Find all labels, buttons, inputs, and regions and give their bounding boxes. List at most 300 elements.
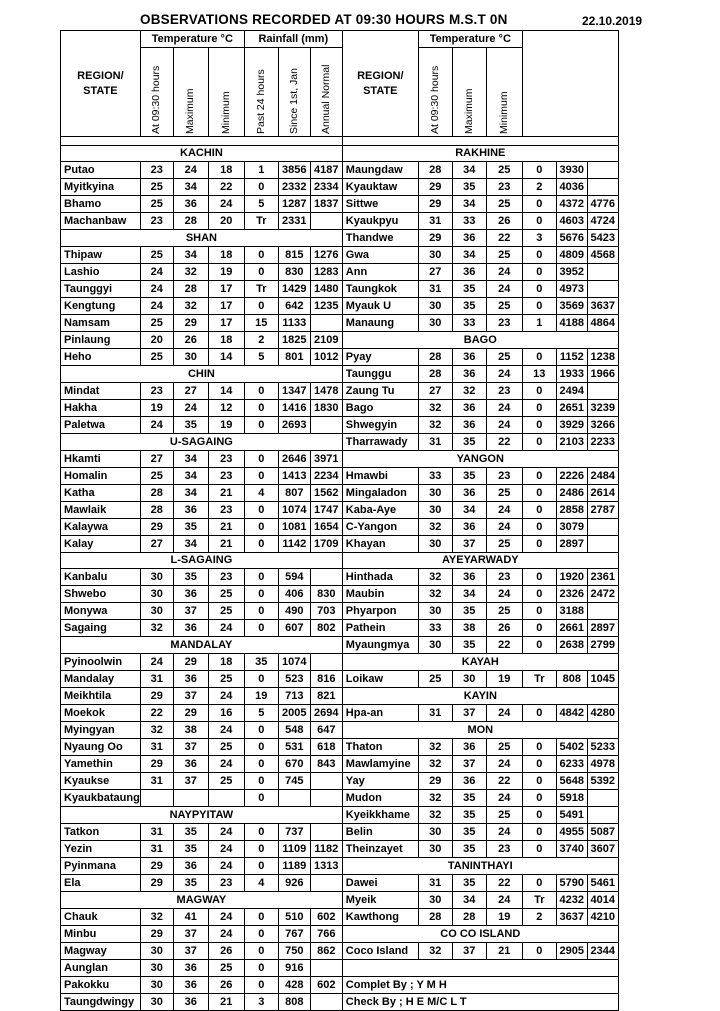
maximum-cell-left: 38 <box>173 722 208 739</box>
since-jan-cell-left: 1074 <box>278 502 310 519</box>
minimum-cell-right: 26 <box>486 213 522 230</box>
since-jan-cell-left: 916 <box>278 960 310 977</box>
at-0930-cell-left: 22 <box>140 705 173 722</box>
since-jan-cell-right: 5402 <box>556 739 587 756</box>
minimum-cell-left: 19 <box>208 417 244 434</box>
at-0930-cell-left: 25 <box>140 349 173 366</box>
table-row <box>61 875 619 892</box>
annual-normal-cell-left: 1709 <box>310 536 342 553</box>
station-name-cell-right: Myauk U <box>342 298 418 315</box>
annual-normal-cell-left: 816 <box>310 671 342 688</box>
maximum-cell-left: 30 <box>173 349 208 366</box>
maximum-cell-right: 34 <box>452 247 486 264</box>
table-row <box>61 790 619 807</box>
since-jan-cell-right: 4603 <box>556 213 587 230</box>
region-group-header-right: YANGON <box>342 451 618 468</box>
past-24h-cell-left: 19 <box>244 688 278 705</box>
since-jan-cell-right: 1152 <box>556 349 587 366</box>
annual-normal-cell-left: 1276 <box>310 247 342 264</box>
station-name-cell-left: Meikhtila <box>61 688 141 705</box>
maximum-cell-right: 35 <box>452 298 486 315</box>
table-row <box>61 926 619 943</box>
at-0930-cell-left: 24 <box>140 281 173 298</box>
past-24h-cell-left: 15 <box>244 315 278 332</box>
annual-normal-cell-left: 821 <box>310 688 342 705</box>
past-24h-cell-right: Tr <box>522 671 556 688</box>
since-jan-cell-right: 3740 <box>556 841 587 858</box>
region-group-header-right: CO CO ISLAND <box>342 926 618 943</box>
minimum-cell-left: 26 <box>208 977 244 994</box>
maximum-cell-right: 36 <box>452 773 486 790</box>
station-name-cell-right: Thandwe <box>342 230 418 247</box>
past-24h-cell-left: 5 <box>244 705 278 722</box>
since-jan-cell-left: 737 <box>278 824 310 841</box>
at-0930-cell-right: 30 <box>418 485 452 502</box>
station-name-cell-right: Gwa <box>342 247 418 264</box>
past-24h-cell-right: 0 <box>522 247 556 264</box>
col-header-maximum-left: Maximum <box>173 48 208 137</box>
since-jan-cell-left: 1347 <box>278 383 310 400</box>
past-24h-cell-left: 0 <box>244 841 278 858</box>
minimum-cell-right: 25 <box>486 162 522 179</box>
temperature-header-left: Temperature °C <box>140 31 244 48</box>
station-name-cell-left: Monywa <box>61 603 141 620</box>
since-jan-cell-right: 2858 <box>556 502 587 519</box>
past-24h-cell-right: 0 <box>522 841 556 858</box>
annual-normal-cell-right: 3607 <box>587 841 618 858</box>
annual-normal-cell-right: 4978 <box>587 756 618 773</box>
rainfall-header-right <box>522 31 618 137</box>
station-name-cell-right: Shwegyin <box>342 417 418 434</box>
region-group-header-left: U-SAGAING <box>61 434 343 451</box>
station-name-cell-left: Minbu <box>61 926 141 943</box>
station-name-cell-right: Maubin <box>342 586 418 603</box>
minimum-cell-right: 24 <box>486 417 522 434</box>
maximum-cell-left: 37 <box>173 603 208 620</box>
at-0930-cell-left: 30 <box>140 586 173 603</box>
maximum-cell-right: 35 <box>452 179 486 196</box>
past-24h-cell-right: 0 <box>522 400 556 417</box>
table-row <box>61 892 619 909</box>
annual-normal-cell-left <box>310 994 342 1011</box>
since-jan-cell-right: 4955 <box>556 824 587 841</box>
table-row <box>61 705 619 722</box>
station-name-cell-right: Myaungmya <box>342 637 418 654</box>
past-24h-cell-right: 0 <box>522 298 556 315</box>
since-jan-cell-left: 2693 <box>278 417 310 434</box>
at-0930-cell-right: 32 <box>418 400 452 417</box>
station-name-cell-right: Hinthada <box>342 569 418 586</box>
minimum-cell-left: 24 <box>208 858 244 875</box>
table-row <box>61 349 619 366</box>
station-name-cell-right: Kyauktaw <box>342 179 418 196</box>
minimum-cell-right: 25 <box>486 196 522 213</box>
annual-normal-cell-right: 4280 <box>587 705 618 722</box>
table-row <box>61 722 619 739</box>
annual-normal-cell-right: 2787 <box>587 502 618 519</box>
at-0930-cell-right: 30 <box>418 637 452 654</box>
past-24h-cell-right: 0 <box>522 519 556 536</box>
past-24h-cell-right: 0 <box>522 824 556 841</box>
table-row <box>61 586 619 603</box>
minimum-cell-right: 19 <box>486 909 522 926</box>
minimum-cell-right: 23 <box>486 569 522 586</box>
since-jan-cell-left: 490 <box>278 603 310 620</box>
station-name-cell-left: Ela <box>61 875 141 892</box>
at-0930-cell-right: 31 <box>418 434 452 451</box>
maximum-cell-right: 36 <box>452 349 486 366</box>
minimum-cell-right: 22 <box>486 875 522 892</box>
minimum-cell-right: 24 <box>486 519 522 536</box>
region-group-header-right: BAGO <box>342 332 618 349</box>
annual-normal-cell-right <box>587 281 618 298</box>
station-name-cell-left: Kanbalu <box>61 569 141 586</box>
minimum-cell-right: 24 <box>486 790 522 807</box>
header-spacer-row <box>61 137 619 146</box>
annual-normal-cell-right: 3637 <box>587 298 618 315</box>
annual-normal-cell-left: 647 <box>310 722 342 739</box>
minimum-cell-right: 25 <box>486 349 522 366</box>
past-24h-cell-right: 0 <box>522 603 556 620</box>
annual-normal-cell-right: 4568 <box>587 247 618 264</box>
maximum-cell-left: 37 <box>173 943 208 960</box>
maximum-cell-right: 37 <box>452 536 486 553</box>
at-0930-cell-right: 31 <box>418 875 452 892</box>
at-0930-cell-left: 32 <box>140 909 173 926</box>
station-name-cell-right: Theinzayet <box>342 841 418 858</box>
header-spacer-left <box>61 137 343 146</box>
annual-normal-cell-right: 5087 <box>587 824 618 841</box>
since-jan-cell-right: 4232 <box>556 892 587 909</box>
minimum-cell-right: 25 <box>486 739 522 756</box>
maximum-cell-right: 33 <box>452 213 486 230</box>
since-jan-cell-right: 4973 <box>556 281 587 298</box>
maximum-cell-right: 35 <box>452 875 486 892</box>
maximum-cell-right: 35 <box>452 790 486 807</box>
region-group-header-left: L-SAGAING <box>61 553 343 569</box>
station-name-cell-left: Putao <box>61 162 141 179</box>
minimum-cell-left: 18 <box>208 247 244 264</box>
table-row <box>61 502 619 519</box>
annual-normal-cell-left: 802 <box>310 620 342 637</box>
region-group-header-left: MANDALAY <box>61 637 343 654</box>
at-0930-cell-right: 32 <box>418 519 452 536</box>
minimum-cell-right: 23 <box>486 315 522 332</box>
since-jan-cell-right: 2651 <box>556 400 587 417</box>
since-jan-cell-left <box>278 790 310 807</box>
table-row <box>61 451 619 468</box>
at-0930-cell-left: 30 <box>140 977 173 994</box>
rainfall-header-left: Rainfall (mm) <box>244 31 342 48</box>
annual-normal-cell-right: 2344 <box>587 943 618 960</box>
annual-normal-cell-left: 1182 <box>310 841 342 858</box>
table-row <box>61 179 619 196</box>
past-24h-cell-left: 0 <box>244 620 278 637</box>
since-jan-cell-left: 2005 <box>278 705 310 722</box>
past-24h-cell-left: 0 <box>244 264 278 281</box>
minimum-cell-right: 26 <box>486 620 522 637</box>
table-row <box>61 519 619 536</box>
station-name-cell-right: Taunggu <box>342 366 418 383</box>
since-jan-cell-right: 3952 <box>556 264 587 281</box>
table-row <box>61 383 619 400</box>
at-0930-cell-right: 31 <box>418 705 452 722</box>
at-0930-cell-right: 27 <box>418 264 452 281</box>
annual-normal-cell-right: 2472 <box>587 586 618 603</box>
at-0930-cell-right: 32 <box>418 807 452 824</box>
at-0930-cell-left: 31 <box>140 773 173 790</box>
station-name-cell-left: Yezin <box>61 841 141 858</box>
annual-normal-cell-right: 1238 <box>587 349 618 366</box>
col-header-minimum-left: Minimum <box>208 48 244 137</box>
table-row <box>61 654 619 671</box>
annual-normal-cell-right <box>587 603 618 620</box>
annual-normal-cell-left: 2234 <box>310 468 342 485</box>
annual-normal-cell-right: 2484 <box>587 468 618 485</box>
maximum-cell-right: 36 <box>452 739 486 756</box>
annual-normal-cell-left <box>310 960 342 977</box>
since-jan-cell-right: 6233 <box>556 756 587 773</box>
past-24h-cell-left: 0 <box>244 417 278 434</box>
annual-normal-cell-left: 1654 <box>310 519 342 536</box>
maximum-cell-left: 37 <box>173 773 208 790</box>
maximum-cell-left <box>173 790 208 807</box>
maximum-cell-right: 34 <box>452 196 486 213</box>
minimum-cell-right: 23 <box>486 179 522 196</box>
station-name-cell-right: Bago <box>342 400 418 417</box>
annual-normal-cell-left: 1747 <box>310 502 342 519</box>
station-name-cell-left: Lashio <box>61 264 141 281</box>
maximum-cell-left: 37 <box>173 926 208 943</box>
annual-normal-cell-left <box>310 315 342 332</box>
since-jan-cell-left: 607 <box>278 620 310 637</box>
minimum-cell-left: 21 <box>208 994 244 1011</box>
region-state-header-left: REGION/ STATE <box>61 31 141 137</box>
past-24h-cell-right: 0 <box>522 417 556 434</box>
past-24h-cell-left: 0 <box>244 468 278 485</box>
since-jan-cell-right: 5676 <box>556 230 587 247</box>
table-row <box>61 943 619 960</box>
since-jan-cell-left: 523 <box>278 671 310 688</box>
station-name-cell-left: Magway <box>61 943 141 960</box>
past-24h-cell-left: 0 <box>244 790 278 807</box>
at-0930-cell-left: 24 <box>140 298 173 315</box>
since-jan-cell-right: 5648 <box>556 773 587 790</box>
region-group-header-left: CHIN <box>61 366 343 383</box>
maximum-cell-right: 33 <box>452 315 486 332</box>
station-name-cell-right: Mawlamyine <box>342 756 418 773</box>
maximum-cell-left: 41 <box>173 909 208 926</box>
maximum-cell-right: 35 <box>452 637 486 654</box>
at-0930-cell-right: 32 <box>418 569 452 586</box>
since-jan-cell-right: 1920 <box>556 569 587 586</box>
table-row <box>61 162 619 179</box>
station-name-cell-left: Chauk <box>61 909 141 926</box>
station-name-cell-left: Taunggyi <box>61 281 141 298</box>
table-row <box>61 213 619 230</box>
minimum-cell-right: 24 <box>486 705 522 722</box>
col-header-maximum-right: Maximum <box>452 48 486 137</box>
at-0930-cell-right: 32 <box>418 586 452 603</box>
minimum-cell-left <box>208 790 244 807</box>
at-0930-cell-left: 32 <box>140 722 173 739</box>
since-jan-cell-right: 2103 <box>556 434 587 451</box>
annual-normal-cell-right <box>587 179 618 196</box>
station-name-cell-right: Kawthong <box>342 909 418 926</box>
annual-normal-cell-left: 618 <box>310 739 342 756</box>
annual-normal-cell-right: 5392 <box>587 773 618 790</box>
past-24h-cell-left: 0 <box>244 603 278 620</box>
maximum-cell-right: 34 <box>452 502 486 519</box>
maximum-cell-left: 32 <box>173 298 208 315</box>
past-24h-cell-left: 4 <box>244 485 278 502</box>
minimum-cell-left: 23 <box>208 502 244 519</box>
table-row <box>61 196 619 213</box>
minimum-cell-right: 22 <box>486 230 522 247</box>
station-name-cell-right: Taungkok <box>342 281 418 298</box>
maximum-cell-left: 29 <box>173 705 208 722</box>
past-24h-cell-left: 0 <box>244 671 278 688</box>
at-0930-cell-left: 25 <box>140 468 173 485</box>
station-name-cell-right: Pyay <box>342 349 418 366</box>
annual-normal-cell-right <box>587 790 618 807</box>
maximum-cell-left: 36 <box>173 756 208 773</box>
maximum-cell-left: 28 <box>173 281 208 298</box>
past-24h-cell-left: 0 <box>244 824 278 841</box>
minimum-cell-right: 24 <box>486 281 522 298</box>
minimum-cell-right: 21 <box>486 943 522 960</box>
table-row <box>61 909 619 926</box>
since-jan-cell-left: 406 <box>278 586 310 603</box>
minimum-cell-right: 22 <box>486 637 522 654</box>
col-header-minimum-right: Minimum <box>486 48 522 137</box>
maximum-cell-left: 36 <box>173 196 208 213</box>
table-row <box>61 247 619 264</box>
past-24h-cell-right: 2 <box>522 909 556 926</box>
annual-normal-cell-left: 862 <box>310 943 342 960</box>
since-jan-cell-left: 428 <box>278 977 310 994</box>
annual-normal-cell-left: 1012 <box>310 349 342 366</box>
annual-normal-cell-right <box>587 807 618 824</box>
station-name-cell-left: Bhamo <box>61 196 141 213</box>
since-jan-cell-right: 3930 <box>556 162 587 179</box>
at-0930-cell-left: 29 <box>140 875 173 892</box>
minimum-cell-left: 16 <box>208 705 244 722</box>
table-row <box>61 485 619 502</box>
annual-normal-cell-left: 602 <box>310 977 342 994</box>
past-24h-cell-right: 0 <box>522 790 556 807</box>
past-24h-cell-right: 0 <box>522 349 556 366</box>
table-row <box>61 569 619 586</box>
past-24h-cell-left: 0 <box>244 926 278 943</box>
since-jan-cell-right: 3569 <box>556 298 587 315</box>
annual-normal-cell-left: 1837 <box>310 196 342 213</box>
region-group-header-right: RAKHINE <box>342 146 618 162</box>
since-jan-cell-right: 4036 <box>556 179 587 196</box>
past-24h-cell-left: 0 <box>244 502 278 519</box>
annual-normal-cell-left <box>310 417 342 434</box>
maximum-cell-left: 36 <box>173 858 208 875</box>
minimum-cell-left: 21 <box>208 519 244 536</box>
since-jan-cell-right: 3188 <box>556 603 587 620</box>
station-name-cell-left: Pinlaung <box>61 332 141 349</box>
past-24h-cell-right: 0 <box>522 807 556 824</box>
maximum-cell-left: 26 <box>173 332 208 349</box>
minimum-cell-left: 18 <box>208 162 244 179</box>
annual-normal-cell-left: 1562 <box>310 485 342 502</box>
past-24h-cell-right: 3 <box>522 230 556 247</box>
at-0930-cell-left: 25 <box>140 179 173 196</box>
col-header-0930-left: At 09:30 hours <box>140 48 173 137</box>
table-row <box>61 146 619 162</box>
at-0930-cell-left: 30 <box>140 960 173 977</box>
since-jan-cell-right: 3637 <box>556 909 587 926</box>
annual-normal-cell-left <box>310 773 342 790</box>
region-group-header-left: KACHIN <box>61 146 343 162</box>
at-0930-cell-right: 30 <box>418 502 452 519</box>
maximum-cell-right: 32 <box>452 383 486 400</box>
at-0930-cell-left: 25 <box>140 315 173 332</box>
annual-normal-cell-right <box>587 383 618 400</box>
since-jan-cell-left: 767 <box>278 926 310 943</box>
past-24h-cell-left: 0 <box>244 909 278 926</box>
at-0930-cell-right: 29 <box>418 179 452 196</box>
annual-normal-cell-left: 1830 <box>310 400 342 417</box>
table-row <box>61 688 619 705</box>
annual-normal-cell-right: 5423 <box>587 230 618 247</box>
since-jan-cell-right: 4842 <box>556 705 587 722</box>
maximum-cell-right: 35 <box>452 603 486 620</box>
minimum-cell-left: 24 <box>208 824 244 841</box>
maximum-cell-left: 36 <box>173 586 208 603</box>
since-jan-cell-left: 510 <box>278 909 310 926</box>
maximum-cell-left: 27 <box>173 383 208 400</box>
past-24h-cell-left: 0 <box>244 536 278 553</box>
at-0930-cell-right: 29 <box>418 230 452 247</box>
maximum-cell-left: 35 <box>173 824 208 841</box>
minimum-cell-left: 25 <box>208 586 244 603</box>
maximum-cell-left: 34 <box>173 247 208 264</box>
since-jan-cell-right: 5491 <box>556 807 587 824</box>
past-24h-cell-right: 0 <box>522 502 556 519</box>
maximum-cell-left: 36 <box>173 502 208 519</box>
station-name-cell-left: Pyinoolwin <box>61 654 141 671</box>
past-24h-cell-left: 0 <box>244 722 278 739</box>
at-0930-cell-right: 30 <box>418 892 452 909</box>
at-0930-cell-right: 32 <box>418 790 452 807</box>
at-0930-cell-left: 28 <box>140 502 173 519</box>
since-jan-cell-right: 2326 <box>556 586 587 603</box>
at-0930-cell-left: 24 <box>140 264 173 281</box>
signature-line: Complet By ; Y M H <box>342 977 618 994</box>
station-name-cell-right: Myeik <box>342 892 418 909</box>
annual-normal-cell-left <box>310 824 342 841</box>
region-group-header-left: MAGWAY <box>61 892 343 909</box>
annual-normal-cell-left: 2694 <box>310 705 342 722</box>
past-24h-cell-left: 35 <box>244 654 278 671</box>
station-name-cell-left: Kyaukse <box>61 773 141 790</box>
maximum-cell-left: 36 <box>173 977 208 994</box>
minimum-cell-left: 18 <box>208 654 244 671</box>
since-jan-cell-left: 1429 <box>278 281 310 298</box>
station-name-cell-right: Coco Island <box>342 943 418 960</box>
since-jan-cell-left: 548 <box>278 722 310 739</box>
station-name-cell-left: Machanbaw <box>61 213 141 230</box>
annual-normal-cell-right <box>587 519 618 536</box>
maximum-cell-right: 34 <box>452 892 486 909</box>
maximum-cell-right: 37 <box>452 705 486 722</box>
at-0930-cell-left: 20 <box>140 332 173 349</box>
